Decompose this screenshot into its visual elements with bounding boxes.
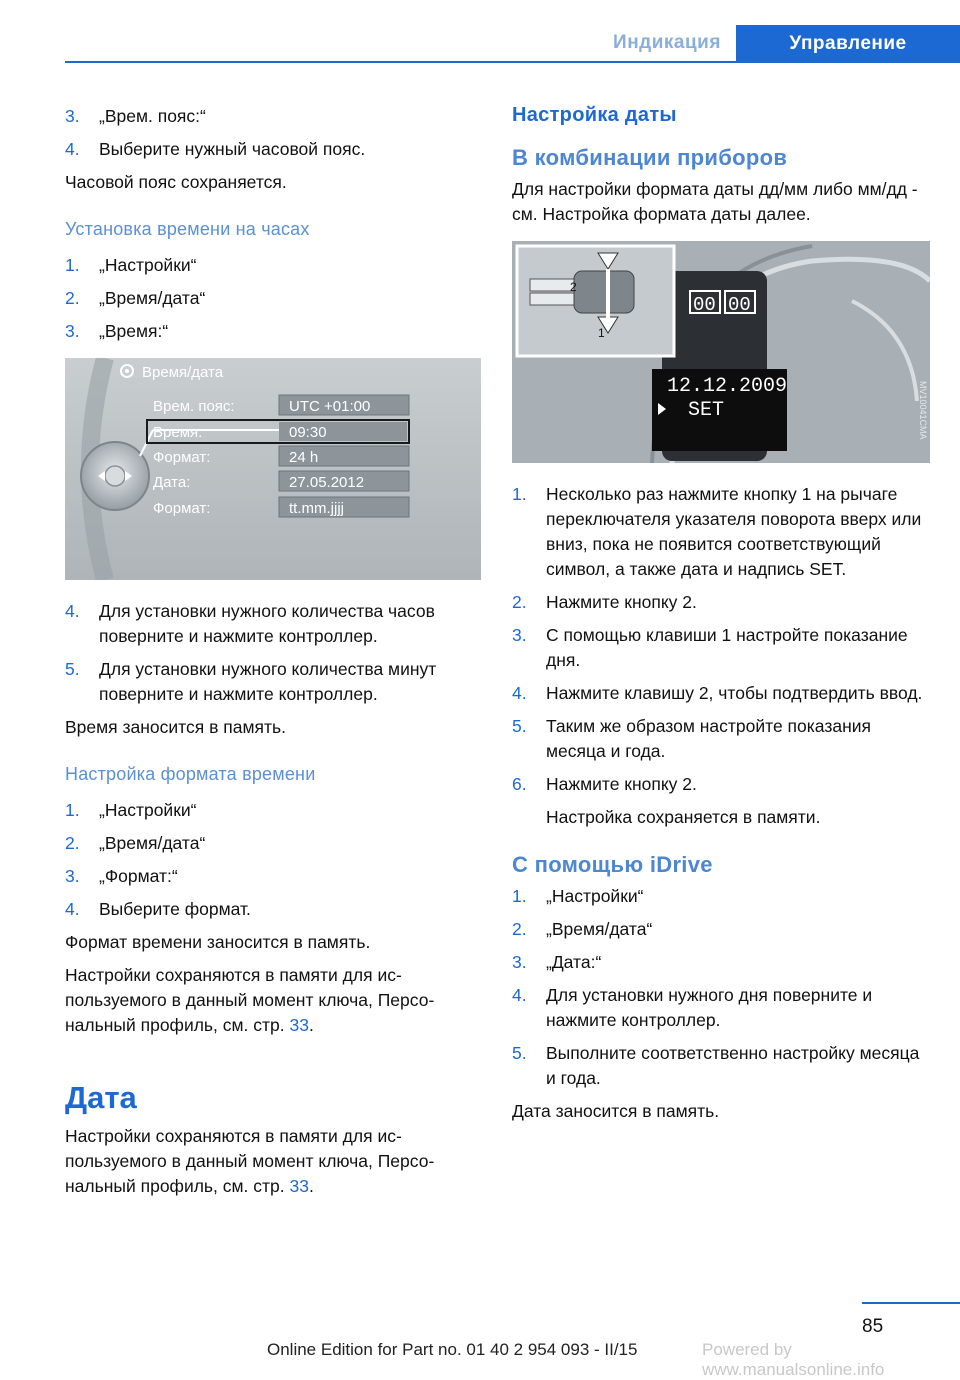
- list-item: [512, 917, 932, 942]
- step-text: „Настройки“: [99, 800, 197, 820]
- step-text: „Дата:“: [546, 952, 602, 972]
- row-value: 27.05.2012: [289, 474, 365, 491]
- row-label: Формат:: [153, 449, 211, 466]
- subheading-set-clock: Установка времени на часах: [65, 219, 310, 239]
- set-label: SET: [688, 399, 725, 422]
- row-label: Врем. пояс:: [153, 398, 235, 415]
- row-value: UTC +01:00: [289, 398, 371, 415]
- date-display: 12.12.2009: [667, 375, 788, 398]
- list-item-note: [512, 805, 932, 830]
- step-text: „Время/дата“: [99, 288, 206, 308]
- paragraph: Формат времени заносится в память.: [65, 932, 371, 952]
- row-label: Формат:: [153, 500, 211, 517]
- paragraph: Время заносится в память.: [65, 717, 286, 737]
- step-text: „Время:“: [99, 321, 169, 341]
- step-text: Таким же образом настройте показания месяца и года.: [546, 716, 872, 761]
- row-value: 24 h: [289, 449, 319, 466]
- screen-title: Время/дата: [142, 364, 224, 381]
- paragraph: Настройки сохраняются в памяти для используемого в данный момент ключа, Персональный профиль, см. стр. 33.: [65, 965, 435, 1035]
- step-text: Для установки нужного дня поверните и нажмите контроллер.: [546, 985, 873, 1030]
- step-text: Для установки нужного количества часов поверните и нажмите контроллер.: [99, 601, 435, 646]
- list-item: [512, 482, 932, 582]
- step-number: 3.: [65, 106, 80, 126]
- step-number: 2.: [65, 833, 80, 853]
- list-item: [65, 319, 483, 344]
- list-item: [512, 950, 932, 975]
- step-number: 5.: [65, 659, 80, 679]
- step-text: „Настройки“: [99, 255, 197, 275]
- step-text: Нажмите клавишу 2, чтобы подтвердить ввод.: [546, 683, 923, 703]
- left-column: [65, 104, 483, 1207]
- step-number: 4.: [512, 985, 527, 1005]
- right-column: [512, 104, 932, 1132]
- step-text: „Формат:“: [99, 866, 178, 886]
- list-item: [512, 983, 932, 1033]
- digits-box: 00: [728, 294, 751, 316]
- heading-instrument-cluster: В комбинации приборов: [512, 145, 788, 170]
- page-link[interactable]: 33: [289, 1015, 309, 1035]
- list-item: [65, 137, 483, 162]
- row-value: tt.mm.jjjj: [289, 500, 344, 517]
- step-number: 3.: [65, 866, 80, 886]
- step-text: „Настройки“: [546, 886, 644, 906]
- cluster-illustration: [512, 241, 930, 463]
- section-heading-date: Дата: [65, 1080, 137, 1115]
- edition-line: Online Edition for Part no. 01 40 2 954 093 - II/15: [267, 1340, 638, 1359]
- list-item: [512, 681, 932, 706]
- callout-label: 2: [570, 280, 577, 294]
- cluster-figure: [512, 241, 932, 468]
- callout-label: 1: [598, 326, 605, 340]
- step-number: 1.: [512, 886, 527, 906]
- paragraph: Для настройки формата даты дд/мм либо мм/дд - см. Настройка формата даты далее.: [512, 179, 918, 224]
- paragraph-text: Настройки сохраняются в памяти для используемого в данный момент ключа, Персональный профиль, см. стр.: [65, 965, 435, 1035]
- step-text: Несколько раз нажмите кнопку 1 на рычаге переключателя указателя поворота вверх или вниз, пока не появится соответствующий символ, а также дата и надпись SET.: [546, 484, 922, 579]
- step-number: 4.: [65, 601, 80, 621]
- step-note: Настройка сохраняется в памяти.: [546, 807, 821, 827]
- paragraph-text: Настройки сохраняются в памяти для используемого в данный момент ключа, Персональный профиль, см. стр.: [65, 1126, 435, 1196]
- paragraph: Настройки сохраняются в памяти для используемого в данный момент ключа, Персональный профиль, см. стр. 33.: [65, 1126, 435, 1196]
- list-item: [65, 657, 483, 707]
- list-item: [65, 599, 483, 649]
- step-number: 3.: [512, 952, 527, 972]
- step-number: 1.: [65, 255, 80, 275]
- step-text: Выберите нужный часовой пояс.: [99, 139, 366, 159]
- idrive-screen-figure: [65, 358, 483, 585]
- heading-date-setting: Настройка даты: [512, 104, 677, 126]
- heading-idrive: С помощью iDrive: [512, 852, 713, 877]
- step-text: Выберите формат.: [99, 899, 251, 919]
- footer-rule: [862, 1302, 960, 1304]
- watermark: Powered by www.manualsonline.info: [702, 1340, 885, 1379]
- paragraph: Дата заносится в память.: [512, 1101, 720, 1121]
- row-value: 09:30: [289, 424, 327, 441]
- list-item: [65, 104, 483, 129]
- step-number: 2.: [65, 288, 80, 308]
- list-item: [65, 897, 483, 922]
- digits-box: 00: [693, 294, 716, 316]
- step-number: 2.: [512, 919, 527, 939]
- list-item: [512, 884, 932, 909]
- step-number: 1.: [65, 800, 80, 820]
- list-item: [512, 623, 932, 673]
- tab-controls[interactable]: Управление: [736, 25, 960, 63]
- row-label: Дата:: [153, 474, 191, 491]
- step-number: 5.: [512, 716, 527, 736]
- step-text: „Время/дата“: [99, 833, 206, 853]
- image-code: MV10041CMA: [918, 381, 928, 440]
- paragraph: Часовой пояс сохраняется.: [65, 172, 287, 192]
- subheading-time-format: Настройка формата времени: [65, 764, 316, 784]
- list-item: [65, 864, 483, 889]
- step-number: 6.: [512, 774, 527, 794]
- step-text: Нажмите кнопку 2.: [546, 774, 697, 794]
- tab-indication[interactable]: Индикация: [613, 32, 721, 53]
- list-item: [512, 772, 932, 797]
- step-text: Для установки нужного количества минут поверните и нажмите контроллер.: [99, 659, 437, 704]
- list-item: [512, 590, 932, 615]
- step-number: 4.: [512, 683, 527, 703]
- step-text: Нажмите кнопку 2.: [546, 592, 697, 612]
- step-number: 2.: [512, 592, 527, 612]
- page-link[interactable]: 33: [289, 1176, 309, 1196]
- step-number: 4.: [65, 139, 80, 159]
- header-rule: [65, 61, 960, 63]
- row-label: Время:: [153, 424, 203, 441]
- step-text: Выполните соответственно настройку месяца и года.: [546, 1043, 920, 1088]
- step-text: „Время/дата“: [546, 919, 653, 939]
- step-number: 3.: [65, 321, 80, 341]
- page-number: 85: [862, 1316, 884, 1337]
- step-text: „Врем. пояс:“: [99, 106, 206, 126]
- list-item: [65, 831, 483, 856]
- list-item: [512, 714, 932, 764]
- step-number: 1.: [512, 484, 527, 504]
- list-item: [65, 798, 483, 823]
- step-number: 3.: [512, 625, 527, 645]
- step-number: 4.: [65, 899, 80, 919]
- step-number: 5.: [512, 1043, 527, 1063]
- idrive-screen: [65, 358, 481, 580]
- list-item: [65, 286, 483, 311]
- list-item: [512, 1041, 932, 1091]
- list-item: [65, 253, 483, 278]
- step-text: С помощью клавиши 1 настройте показание дня.: [546, 625, 908, 670]
